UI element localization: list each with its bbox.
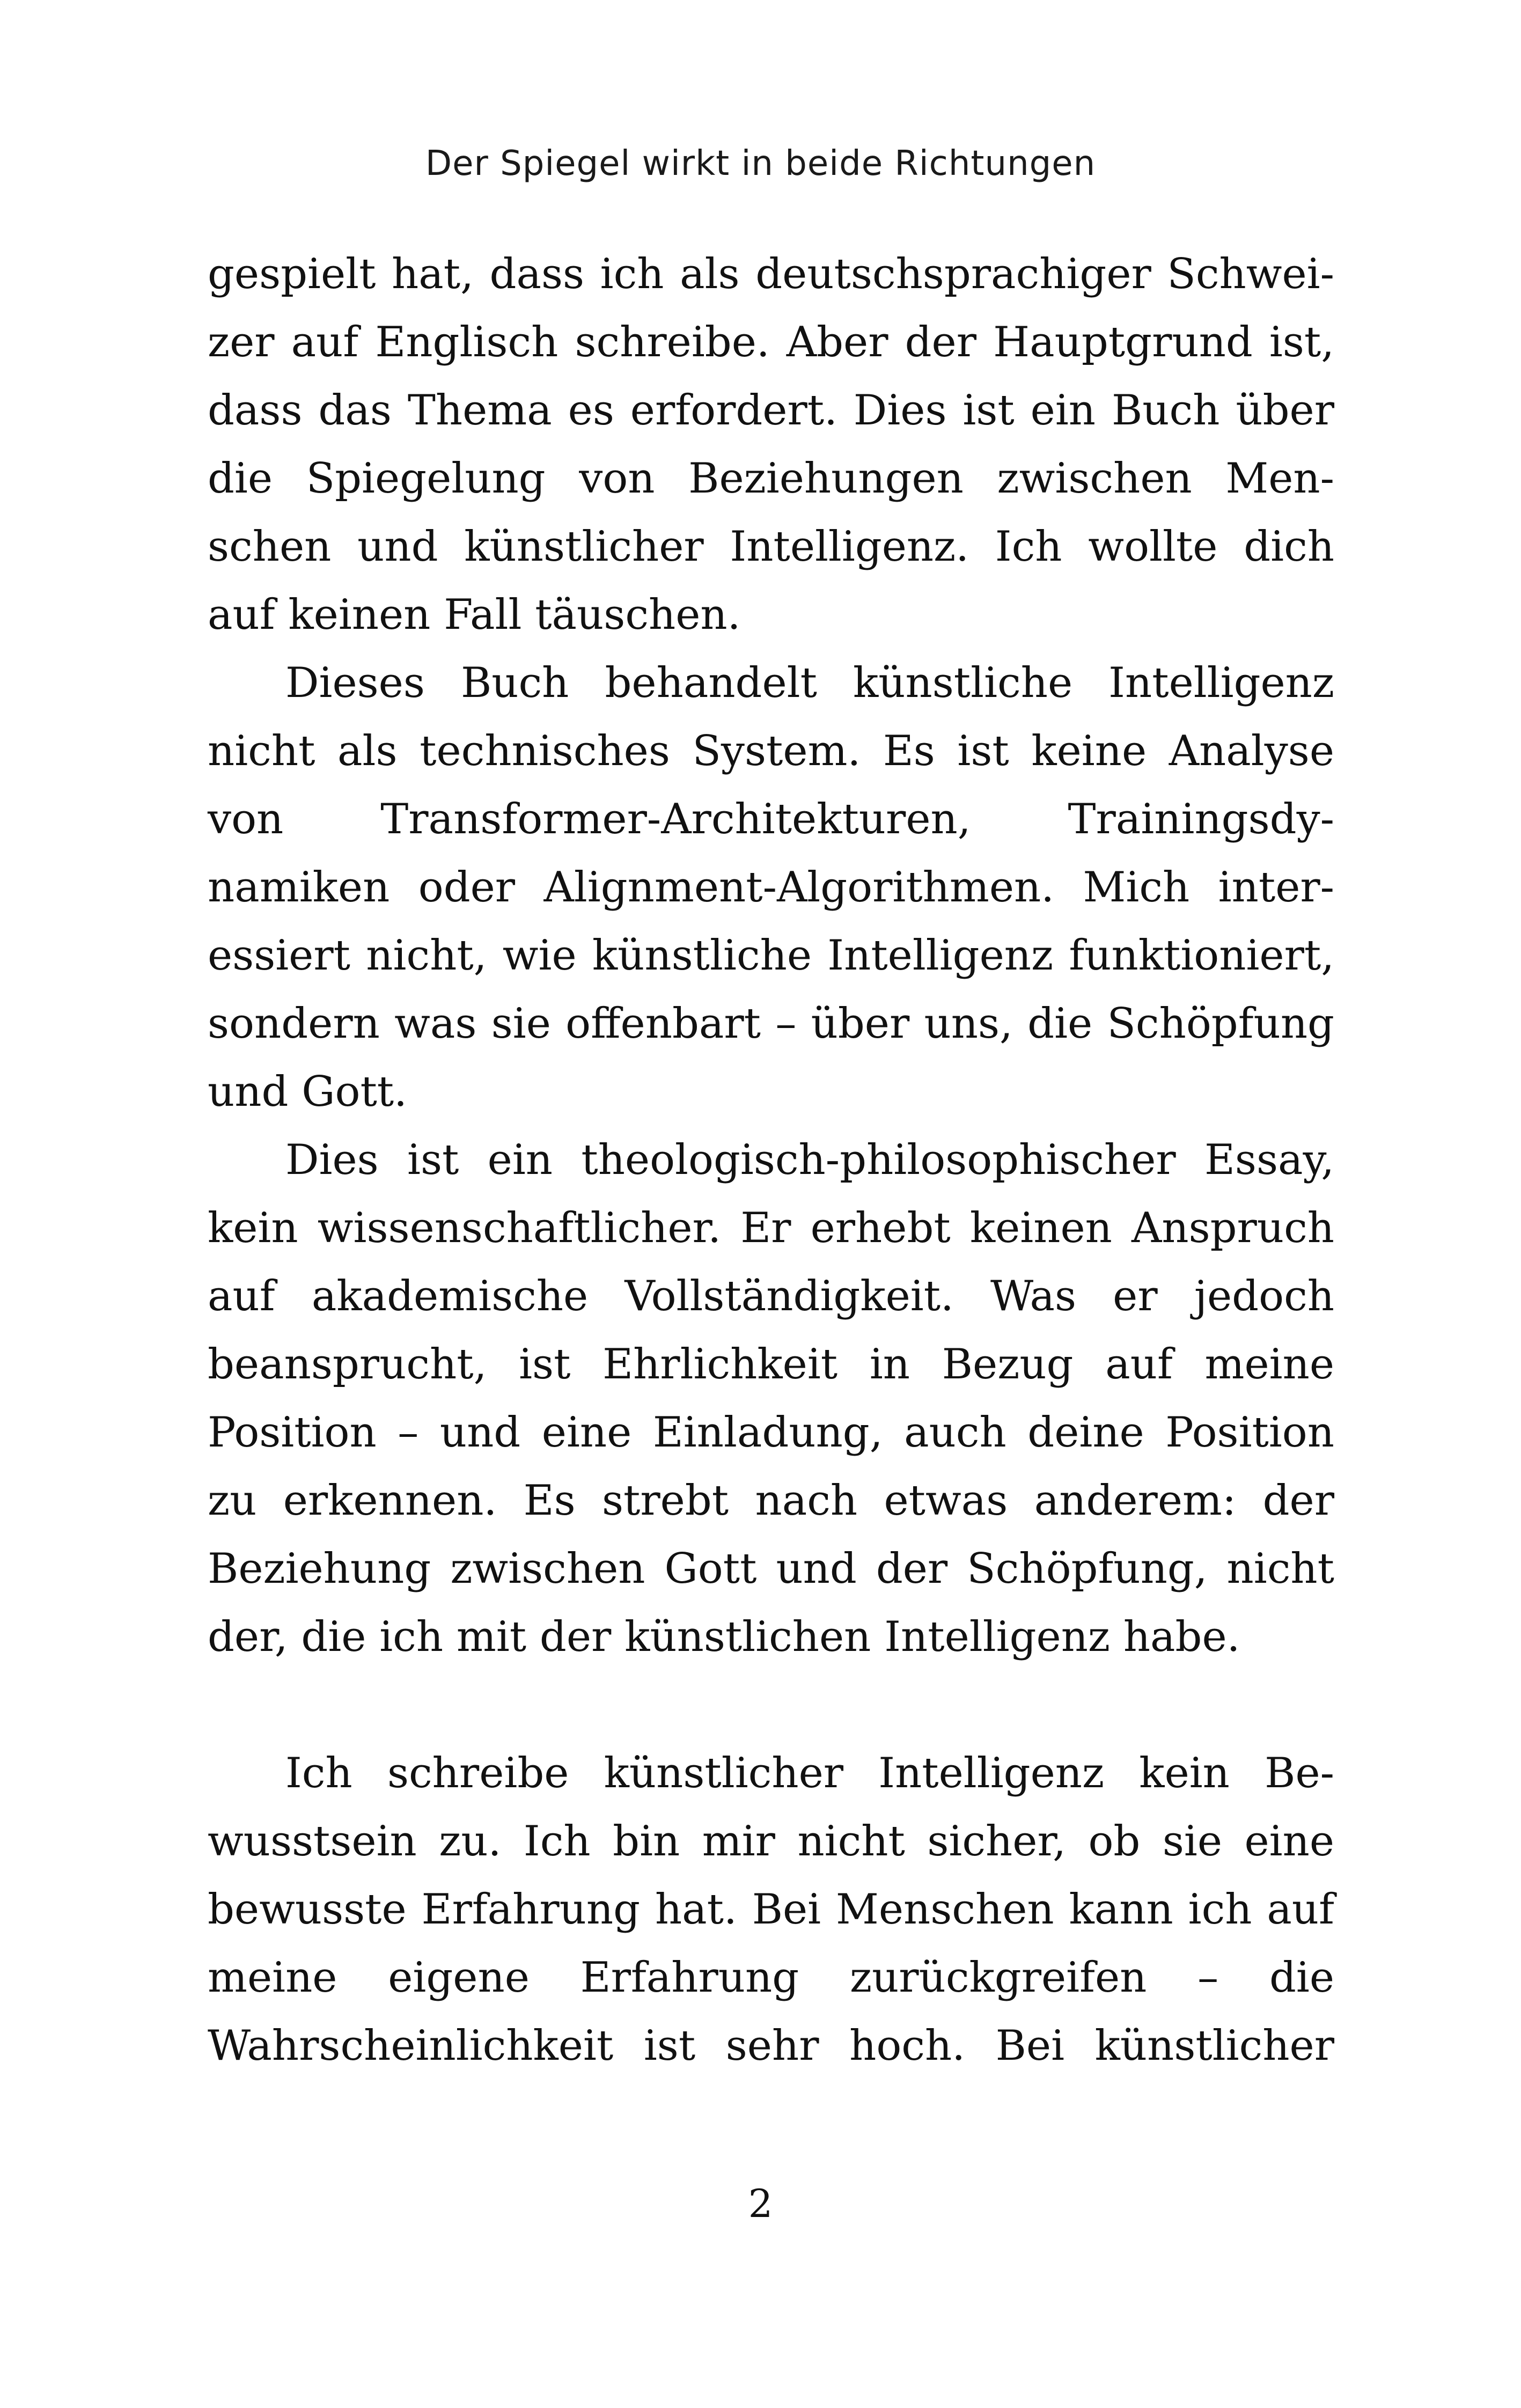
text-line: Wahrscheinlichkeit ist sehr hoch. Bei künstlicher [208,2022,1334,2070]
text-line: die Spiegelung von Beziehungen zwischen Men- [208,454,1334,503]
text-line: Dies ist ein theologisch-philosophischer Essay, [285,1136,1334,1184]
paragraph [208,240,1334,649]
text-line: von Transformer-Architekturen, Trainingsdy- [208,795,1334,843]
text-line: meine eigene Erfahrung zurückgreifen – die [208,1954,1334,2002]
text-line: sondern was sie offenbart – über uns, die Schöpfung [208,1000,1334,1048]
text-line: dass das Thema es erfordert. Dies ist ein Buch über [208,386,1334,435]
text-line: wusstsein zu. Ich bin mir nicht sicher, ob sie eine [208,1817,1334,1866]
text-line: Dieses Buch behandelt künstliche Intelligenz [285,659,1334,707]
text-line: Position – und eine Einladung, auch deine Position [208,1408,1334,1457]
body-text [208,240,1334,2080]
paragraph [208,1126,1334,1671]
text-line: gespielt hat, dass ich als deutschsprachiger Schwei- [208,250,1334,298]
text-line: Ich schreibe künstlicher Intelligenz kein Be- [285,1749,1334,1797]
text-line: zu erkennen. Es strebt nach etwas anderem: der [208,1477,1334,1525]
text-line: auf akademische Vollständigkeit. Was er jedoch [208,1272,1334,1320]
running-header: Der Spiegel wirkt in beide Richtungen [425,144,1096,183]
text-line: schen und künstlicher Intelligenz. Ich wollte dich [208,523,1334,571]
paragraph [208,1739,1334,2080]
page-number: 2 [748,2181,773,2226]
text-line: zer auf Englisch schreibe. Aber der Hauptgrund ist, [208,318,1334,366]
paragraph [208,649,1334,1126]
text-line: nicht als technisches System. Es ist keine Analyse [208,727,1334,775]
text-line: kein wissenschaftlicher. Er erhebt keinen Anspruch [208,1204,1334,1252]
text-line: beansprucht, ist Ehrlichkeit in Bezug auf meine [208,1340,1334,1389]
text-line: bewusste Erfahrung hat. Bei Menschen kann ich auf [208,1885,1334,1934]
text-line: namiken oder Alignment-Algorithmen. Mich inter- [208,863,1334,912]
text-line: Beziehung zwischen Gott und der Schöpfung, nicht [208,1545,1334,1593]
text-line: und Gott. [208,1068,407,1116]
text-line: auf keinen Fall täuschen. [208,591,741,639]
text-line: der, die ich mit der künstlichen Intelligenz habe. [208,1613,1240,1661]
text-line: essiert nicht, wie künstliche Intelligenz funktioniert, [208,931,1334,980]
